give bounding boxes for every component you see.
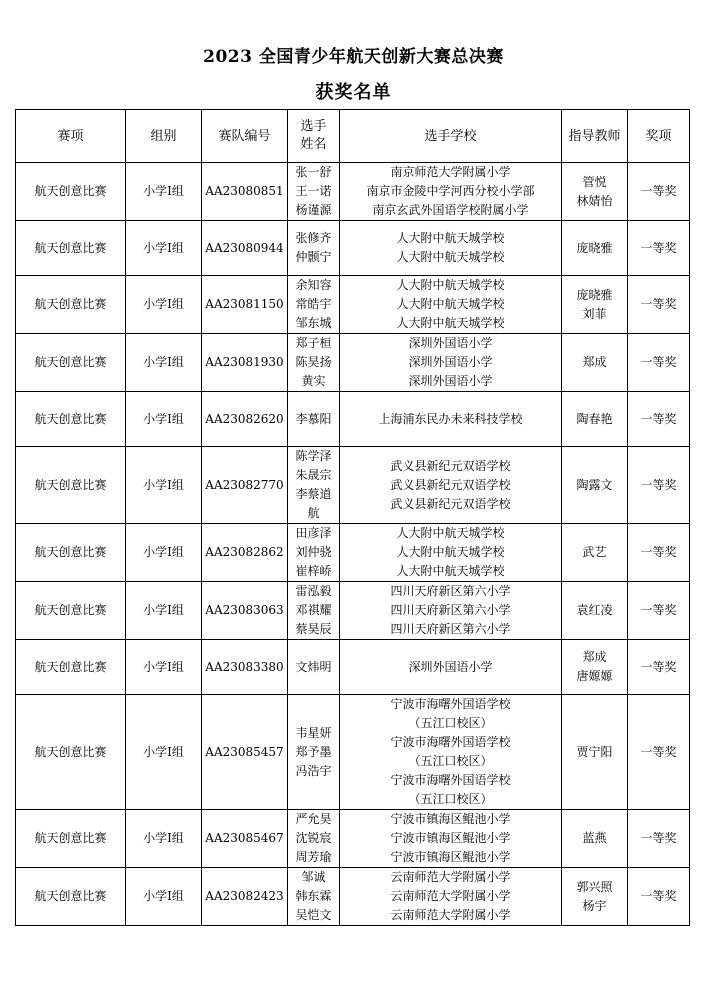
header-player-names-text: 选手姓名 xyxy=(300,119,327,152)
cell-players-line: 崔梓峤 xyxy=(295,564,332,578)
cell-schools-line: 深圳外国语小学 xyxy=(408,374,493,388)
cell-players-line: 郑予墨 xyxy=(295,744,332,759)
cell-group: 小学Ⅰ组 xyxy=(126,582,202,640)
cell-team-id: AA23080851 xyxy=(202,163,288,221)
cell-players xyxy=(288,334,340,392)
header-event: 赛项 xyxy=(16,110,126,163)
cell-event: 航天创意比赛 xyxy=(16,334,126,392)
cell-players-line: 李慕阳 xyxy=(295,411,332,426)
cell-players xyxy=(288,447,340,524)
cell-schools-line: 南京玄武外国语学校附属小学 xyxy=(372,203,529,217)
cell-players-line: 王一诺 xyxy=(295,184,332,198)
cell-teachers-line: 刘菲 xyxy=(582,306,607,321)
cell-award: 一等奖 xyxy=(628,334,690,392)
cell-players-line: 沈锐宸 xyxy=(295,831,332,845)
cell-award: 一等奖 xyxy=(628,582,690,640)
cell-schools-line: 云南师范大学附属小学 xyxy=(390,889,511,903)
cell-schools xyxy=(340,695,562,810)
cell-group: 小学Ⅰ组 xyxy=(126,524,202,582)
cell-players xyxy=(288,524,340,582)
cell-event: 航天创意比赛 xyxy=(16,868,126,926)
cell-team-id: AA23081150 xyxy=(202,276,288,334)
cell-schools-line: 武义县新纪元双语学校 xyxy=(390,477,511,492)
cell-players-line: 蔡昊辰 xyxy=(295,622,332,636)
awards-table xyxy=(15,109,690,926)
cell-players-line: 邹诚 xyxy=(301,870,326,884)
cell-players-line: 陈昊扬 xyxy=(295,355,332,369)
header-award: 奖项 xyxy=(628,110,690,163)
cell-teachers-line: 郑成 xyxy=(582,355,607,369)
cell-schools xyxy=(340,582,562,640)
cell-schools-line: 武义县新纪元双语学校 xyxy=(390,458,511,473)
cell-players-line: 周芳瑜 xyxy=(295,850,332,864)
cell-schools xyxy=(340,524,562,582)
table-row xyxy=(16,334,690,392)
header-player-school: 选手学校 xyxy=(340,110,562,163)
cell-group: 小学Ⅰ组 xyxy=(126,810,202,868)
cell-teachers-line: 管悦 xyxy=(582,174,607,189)
cell-schools-line: （五江口校区） xyxy=(408,716,493,730)
cell-schools-line: 宁波市海曙外国语学校 xyxy=(390,735,511,749)
cell-schools xyxy=(340,868,562,926)
cell-players-line: 黄实 xyxy=(301,374,326,388)
cell-schools-line: 人大附中航天城学校 xyxy=(396,250,505,264)
cell-schools-line: 宁波市镇海区鲲池小学 xyxy=(390,831,511,845)
cell-schools-line: 深圳外国语小学 xyxy=(408,355,493,369)
cell-players-line: 张一舒 xyxy=(295,165,332,179)
cell-players-line: 航 xyxy=(307,506,320,520)
cell-teachers-line: 郑成 xyxy=(582,650,607,664)
cell-award: 一等奖 xyxy=(628,524,690,582)
cell-players-line: 韦星妍 xyxy=(295,725,332,740)
table-row xyxy=(16,640,690,695)
header-group: 组别 xyxy=(126,110,202,163)
cell-players-line: 陈学泽 xyxy=(295,449,332,463)
cell-players-line: 李蔡道 xyxy=(295,487,332,501)
cell-players-line: 吴恺文 xyxy=(295,908,332,922)
table-header-row xyxy=(16,110,690,163)
cell-teachers-line: 武艺 xyxy=(582,545,607,559)
cell-team-id: AA23082862 xyxy=(202,524,288,582)
table-row xyxy=(16,392,690,447)
cell-event: 航天创意比赛 xyxy=(16,276,126,334)
cell-players-line: 文炜明 xyxy=(295,659,332,674)
cell-event: 航天创意比赛 xyxy=(16,221,126,276)
cell-players xyxy=(288,868,340,926)
cell-team-id: AA23081930 xyxy=(202,334,288,392)
cell-award: 一等奖 xyxy=(628,810,690,868)
cell-players-line: 郑子桓 xyxy=(295,336,332,350)
cell-schools-line: 云南师范大学附属小学 xyxy=(390,908,511,922)
cell-team-id: AA23085457 xyxy=(202,695,288,810)
cell-schools-line: 云南师范大学附属小学 xyxy=(390,870,511,884)
cell-schools-line: 人大附中航天城学校 xyxy=(396,278,505,292)
cell-team-id: AA23082620 xyxy=(202,392,288,447)
cell-players-line: 张修齐 xyxy=(295,231,332,245)
cell-schools-line: 宁波市镇海区鲲池小学 xyxy=(390,812,511,826)
cell-teachers xyxy=(562,276,628,334)
cell-players-line: 常皓宇 xyxy=(295,297,332,311)
cell-team-id: AA23083380 xyxy=(202,640,288,695)
cell-group: 小学Ⅰ组 xyxy=(126,276,202,334)
table-row xyxy=(16,221,690,276)
table-row xyxy=(16,524,690,582)
cell-schools xyxy=(340,221,562,276)
table-row xyxy=(16,163,690,221)
cell-group: 小学Ⅰ组 xyxy=(126,868,202,926)
cell-team-id: AA23085467 xyxy=(202,810,288,868)
cell-players-line: 余知容 xyxy=(295,278,332,292)
cell-award: 一等奖 xyxy=(628,695,690,810)
cell-team-id: AA23082423 xyxy=(202,868,288,926)
cell-teachers xyxy=(562,810,628,868)
cell-schools-line: 人大附中航天城学校 xyxy=(396,545,505,559)
cell-schools-line: 宁波市海曙外国语学校 xyxy=(390,697,511,711)
cell-players xyxy=(288,695,340,810)
cell-teachers-line: 贾宁阳 xyxy=(576,744,613,759)
cell-players-line: 田彦泽 xyxy=(295,526,332,540)
cell-schools-line: 宁波市海曙外国语学校 xyxy=(390,773,511,787)
table-row xyxy=(16,582,690,640)
cell-teachers-line: 陶春艳 xyxy=(576,411,613,426)
cell-teachers xyxy=(562,524,628,582)
cell-event: 航天创意比赛 xyxy=(16,810,126,868)
cell-group: 小学Ⅰ组 xyxy=(126,163,202,221)
cell-players xyxy=(288,163,340,221)
cell-players-line: 雷泓毅 xyxy=(295,584,332,598)
cell-players-line: 刘仲骁 xyxy=(295,545,332,559)
table-row xyxy=(16,868,690,926)
cell-schools xyxy=(340,334,562,392)
cell-schools-line: 上海浦东民办未来科技学校 xyxy=(378,411,523,426)
cell-teachers-line: 蓝燕 xyxy=(582,831,607,845)
table-row xyxy=(16,276,690,334)
cell-schools-line: 人大附中航天城学校 xyxy=(396,564,505,578)
cell-players-line: 朱晟宗 xyxy=(295,468,332,482)
table-row xyxy=(16,695,690,810)
cell-teachers xyxy=(562,868,628,926)
cell-schools-line: 南京师范大学附属小学 xyxy=(390,165,511,179)
cell-schools xyxy=(340,276,562,334)
cell-schools-line: 人大附中航天城学校 xyxy=(396,297,505,311)
cell-award: 一等奖 xyxy=(628,447,690,524)
cell-teachers-line: 唐嫄嫄 xyxy=(576,669,613,683)
cell-award: 一等奖 xyxy=(628,276,690,334)
cell-players xyxy=(288,640,340,695)
cell-teachers xyxy=(562,163,628,221)
cell-award: 一等奖 xyxy=(628,392,690,447)
cell-schools-line: 武义县新纪元双语学校 xyxy=(390,496,511,511)
cell-schools xyxy=(340,163,562,221)
cell-schools xyxy=(340,640,562,695)
cell-players-line: 杨谨源 xyxy=(295,203,332,217)
cell-teachers xyxy=(562,695,628,810)
cell-players-line: 仲颢宁 xyxy=(295,250,332,264)
cell-schools-line: 人大附中航天城学校 xyxy=(396,231,505,245)
cell-teachers-line: 杨宇 xyxy=(582,898,607,913)
cell-event: 航天创意比赛 xyxy=(16,582,126,640)
cell-teachers xyxy=(562,640,628,695)
cell-team-id: AA23082770 xyxy=(202,447,288,524)
cell-teachers-line: 林婧怡 xyxy=(576,193,613,208)
cell-schools xyxy=(340,810,562,868)
table-body xyxy=(16,163,690,926)
cell-teachers xyxy=(562,392,628,447)
cell-teachers xyxy=(562,447,628,524)
cell-group: 小学Ⅰ组 xyxy=(126,695,202,810)
cell-event: 航天创意比赛 xyxy=(16,163,126,221)
cell-group: 小学Ⅰ组 xyxy=(126,334,202,392)
cell-schools-line: 南京市金陵中学河西分校小学部 xyxy=(366,184,535,198)
cell-schools-line: 深圳外国语小学 xyxy=(408,336,493,350)
cell-teachers-line: 袁红凌 xyxy=(576,603,613,617)
cell-group: 小学Ⅰ组 xyxy=(126,447,202,524)
cell-teachers xyxy=(562,221,628,276)
cell-award: 一等奖 xyxy=(628,221,690,276)
cell-teachers-line: 陶露文 xyxy=(576,477,613,492)
cell-schools-line: 四川天府新区第六小学 xyxy=(390,603,511,617)
cell-players-line: 邹东城 xyxy=(295,316,332,330)
cell-award: 一等奖 xyxy=(628,868,690,926)
cell-team-id: AA23083063 xyxy=(202,582,288,640)
cell-players xyxy=(288,810,340,868)
cell-players xyxy=(288,582,340,640)
cell-schools xyxy=(340,447,562,524)
cell-schools-line: 宁波市镇海区鲲池小学 xyxy=(390,850,511,864)
header-player-names xyxy=(288,110,340,163)
cell-team-id: AA23080944 xyxy=(202,221,288,276)
cell-players xyxy=(288,276,340,334)
cell-group: 小学Ⅰ组 xyxy=(126,640,202,695)
cell-event: 航天创意比赛 xyxy=(16,695,126,810)
cell-teachers-line: 庞晓雅 xyxy=(576,287,613,302)
cell-award: 一等奖 xyxy=(628,640,690,695)
cell-players xyxy=(288,392,340,447)
document-title: 2023 全国青少年航天创新大赛总决赛 xyxy=(203,47,504,67)
cell-schools-line: 人大附中航天城学校 xyxy=(396,526,505,540)
header-teacher: 指导教师 xyxy=(562,110,628,163)
cell-schools xyxy=(340,392,562,447)
cell-schools-line: （五江口校区） xyxy=(408,754,493,768)
cell-schools-line: 四川天府新区第六小学 xyxy=(390,622,511,636)
cell-group: 小学Ⅰ组 xyxy=(126,221,202,276)
table-row xyxy=(16,447,690,524)
cell-event: 航天创意比赛 xyxy=(16,524,126,582)
cell-teachers-line: 庞晓雅 xyxy=(576,240,613,255)
cell-event: 航天创意比赛 xyxy=(16,640,126,695)
cell-group: 小学Ⅰ组 xyxy=(126,392,202,447)
cell-players xyxy=(288,221,340,276)
cell-teachers xyxy=(562,582,628,640)
cell-schools-line: （五江口校区） xyxy=(408,792,493,806)
cell-schools-line: 人大附中航天城学校 xyxy=(396,316,505,330)
cell-players-line: 韩东霖 xyxy=(295,889,332,903)
cell-schools-line: 深圳外国语小学 xyxy=(408,659,493,674)
header-team-id: 赛队编号 xyxy=(202,110,288,163)
cell-teachers-line: 郭兴照 xyxy=(576,879,613,894)
cell-event: 航天创意比赛 xyxy=(16,392,126,447)
cell-event: 航天创意比赛 xyxy=(16,447,126,524)
cell-players-line: 冯浩宇 xyxy=(295,763,332,778)
cell-teachers xyxy=(562,334,628,392)
cell-players-line: 邓祺耀 xyxy=(295,603,332,617)
cell-award: 一等奖 xyxy=(628,163,690,221)
table-row xyxy=(16,810,690,868)
cell-schools-line: 四川天府新区第六小学 xyxy=(390,584,511,598)
cell-players-line: 严允昊 xyxy=(295,812,332,826)
document-subtitle: 获奖名单 xyxy=(315,82,392,103)
